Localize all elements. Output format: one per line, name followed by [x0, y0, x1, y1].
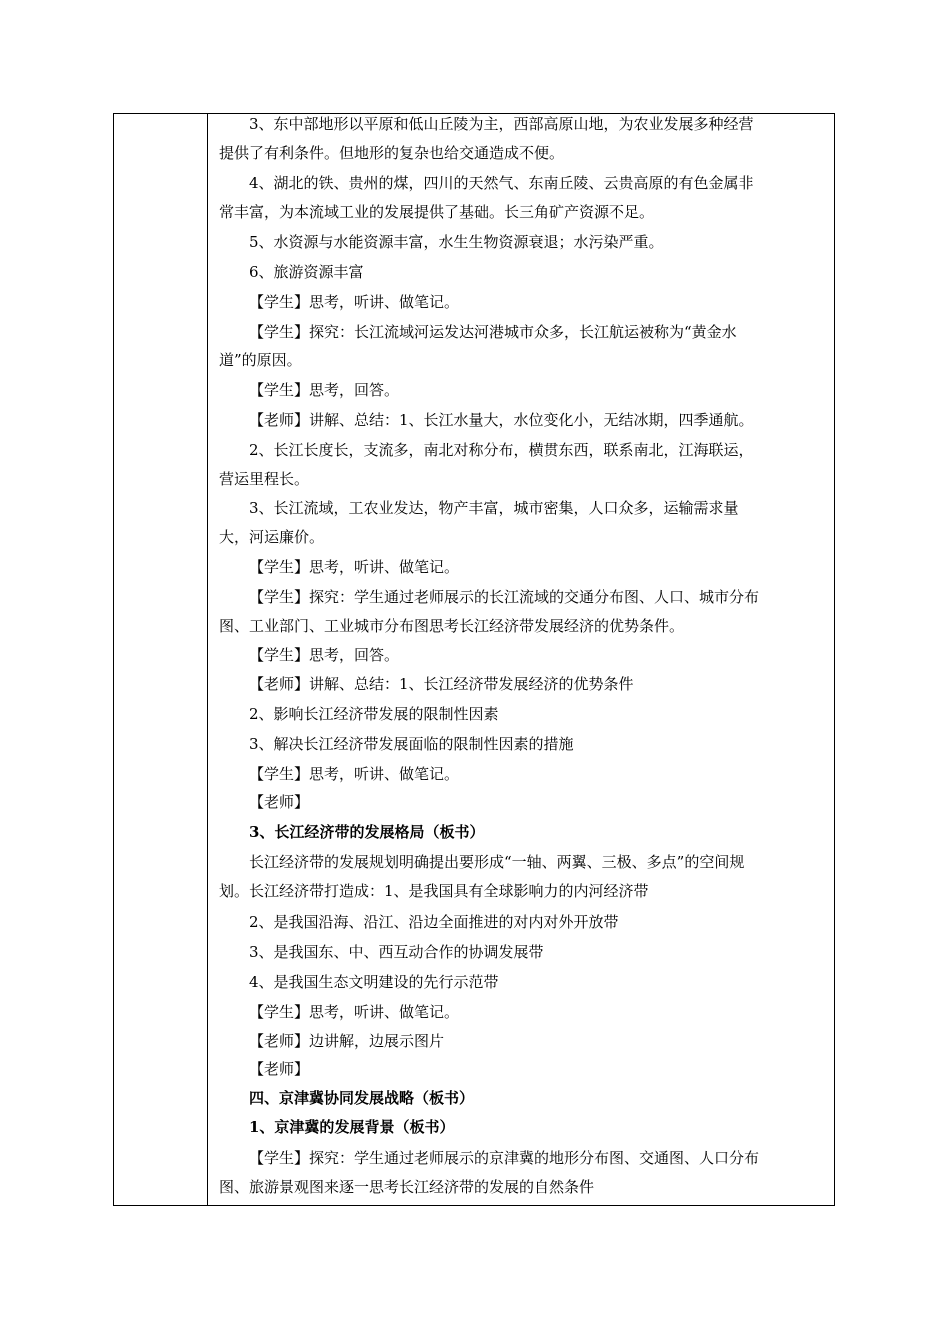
text-line: 5、水资源与水能资源丰富，水生生物资源衰退；水污染严重。	[249, 233, 664, 251]
text-line: 3、解决长江经济带发展面临的限制性因素的措施	[249, 735, 574, 753]
text-line: 图、工业部门、工业城市分布图思考长江经济带发展经济的优势条件。	[219, 617, 685, 635]
text-line: 【学生】思考，回答。	[249, 381, 400, 399]
section-heading: 四、京津冀协同发展战略（板书）	[249, 1089, 475, 1107]
text-line: 【学生】探究：学生通过老师展示的长江流域的交通分布图、人口、城市分布	[249, 588, 760, 606]
left-column-cell	[114, 114, 208, 1205]
text-line: 大，河运廉价。	[219, 528, 325, 546]
text-line: 4、湖北的铁、贵州的煤，四川的天然气、东南丘陵、云贵高原的有色金属非	[249, 174, 754, 192]
text-line: 【学生】探究：学生通过老师展示的京津冀的地形分布图、交通图、人口分布	[249, 1149, 760, 1167]
section-heading: 1、京津冀的发展背景（板书）	[249, 1118, 455, 1136]
text-line: 营运里程长。	[219, 470, 310, 488]
text-line: 【学生】思考，听讲、做笔记。	[249, 1003, 460, 1021]
text-line: 3、是我国东、中、西互动合作的协调发展带	[249, 943, 544, 961]
text-line: 【学生】探究：长江流域河运发达河港城市众多，长江航运被称为“黄金水	[249, 323, 737, 341]
text-line: 2、长江长度长，支流多，南北对称分布，横贯东西，联系南北，江海联运，	[249, 441, 754, 459]
text-line: 常丰富，为本流域工业的发展提供了基础。长三角矿产资源不足。	[219, 203, 655, 221]
text-line: 提供了有利条件。但地形的复杂也给交通造成不便。	[219, 144, 565, 162]
text-line: 划。长江经济带打造成：1、是我国具有全球影响力的内河经济带	[219, 882, 649, 900]
section-heading: 3、长江经济带的发展格局（板书）	[249, 823, 485, 841]
text-line: 3、东中部地形以平原和低山丘陵为主，西部高原山地，为农业发展多种经营	[249, 115, 754, 133]
text-line: 图、旅游景观图来逐一思考长江经济带的发展的自然条件	[219, 1178, 595, 1196]
text-line: 【学生】思考，听讲、做笔记。	[249, 558, 460, 576]
text-line: 【老师】边讲解，边展示图片	[249, 1032, 445, 1050]
text-line: 【学生】思考，回答。	[249, 646, 400, 664]
text-line: 长江经济带的发展规划明确提出要形成“一轴、两翼、三极、多点”的空间规	[249, 853, 745, 871]
text-line: 3、长江流域，工农业发达，物产丰富，城市密集，人口众多，运输需求量	[249, 499, 739, 517]
text-line: 【老师】讲解、总结：1、长江水量大，水位变化小，无结冰期，四季通航。	[249, 411, 754, 429]
text-line: 2、是我国沿海、沿江、沿边全面推进的对内对外开放带	[249, 913, 619, 931]
text-line: 【学生】思考，听讲、做笔记。	[249, 293, 460, 311]
text-line: 【学生】思考，听讲、做笔记。	[249, 765, 460, 783]
text-line: 道”的原因。	[219, 351, 302, 369]
text-line: 【老师】	[249, 793, 310, 811]
text-line: 【老师】讲解、总结：1、长江经济带发展经济的优势条件	[249, 675, 634, 693]
text-line: 2、影响长江经济带发展的限制性因素	[249, 705, 499, 723]
lesson-table	[113, 113, 835, 1206]
text-line: 6、旅游资源丰富	[249, 263, 364, 281]
text-line: 【老师】	[249, 1060, 310, 1078]
text-line: 4、是我国生态文明建设的先行示范带	[249, 973, 499, 991]
